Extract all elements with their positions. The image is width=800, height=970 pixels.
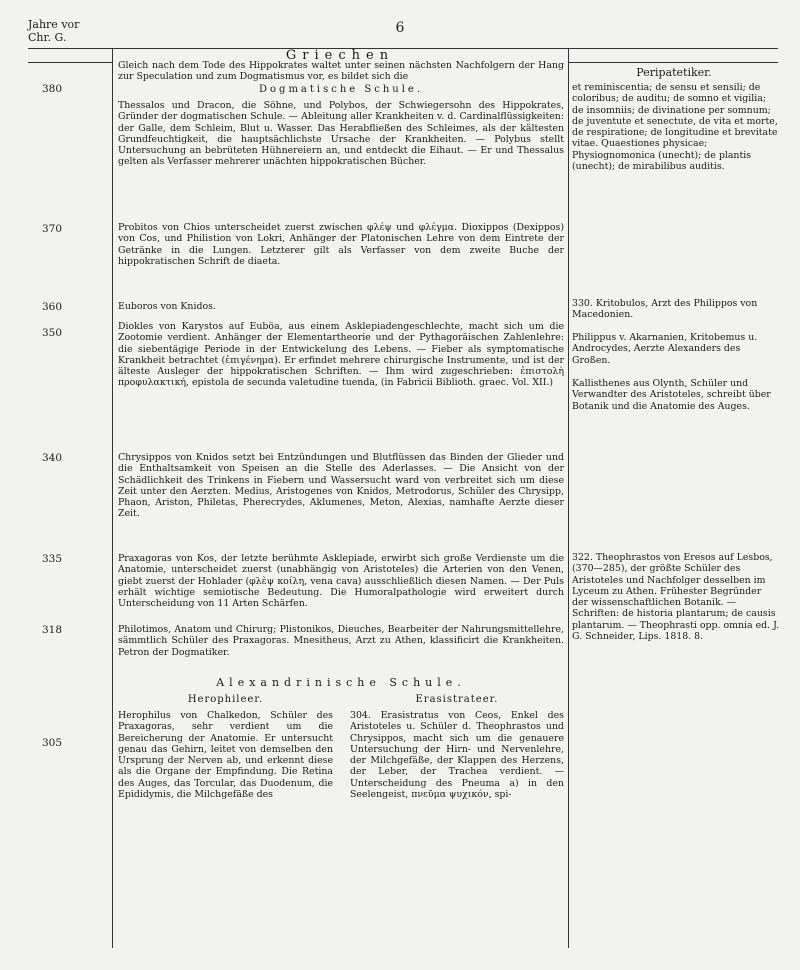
- herophileer-heading: Herophileer.: [187, 694, 264, 705]
- alexandrian-school-title: Alexandrinische Schule.: [216, 676, 466, 689]
- right-column-heading: Peripatetiker.: [636, 66, 712, 79]
- year-label: 370: [42, 223, 63, 235]
- year-label: 335: [42, 553, 63, 565]
- year-label: 360: [42, 301, 63, 313]
- entry-chrysippos: Chrysippos von Knidos setzt bei Entzündungen und Blutflüssen das Binden der Glieder und die Enthaltsamkeit von Speisen an die Stelle des Aderlasses. — Die Ansicht von der Schädlichkeit des Trinkens in Fiebern und Wassersucht ward von verbreitet sich um diese Zeit unter den Aerzten. Medius, Aristogenes von Knidos, Metrodorus, Schüler des Chrysipp, Phaon, Ariston, Philetas, Pherecrydes, Aklumenes, Meton, Alexias, namhafte Aerzte dieser Zeit.: [118, 452, 564, 520]
- year-header-rule: [28, 62, 113, 63]
- entry-probitos: Probitos von Chios unterscheidet zuerst zwischen φλέψ und φλέγμα. Dioxippos (Dexippos) von Cos, und Philistion von Lokri, Anhänger der Platonischen Lehre von dem Eintrete der Getränke in die Lungen. Letzterer gilt als Verfasser von dem zweite Buche der hippokratischen Schrift de diaeta.: [118, 222, 564, 267]
- year-label: 340: [42, 452, 63, 464]
- right-column-divider: [568, 48, 569, 948]
- year-label: 350: [42, 327, 63, 339]
- top-rule: [28, 48, 778, 49]
- entry-euboros: Euboros von Knidos.: [118, 301, 216, 312]
- year-header-line2: Chr. G.: [28, 31, 67, 44]
- entry-philotimos: Philotimos, Anatom und Chirurg; Plistonikos, Dieuches, Bearbeiter der Nahrungsmittellehre, sämmtlich Schüler des Praxagoras. Mnesitheus, Arzt zu Athen, klassificirt die Krankheiten. Petron der Dogmatiker.: [118, 624, 564, 658]
- entry-thessalos: Thessalos und Dracon, die Söhne, und Polybos, der Schwiegersohn des Hippokrates, Gründer der dogmatischen Schule. — Ableitung aller Krankheiten v. d. Cardinalflüssigkeiten: der Galle, dem Schleim, Blut u. Wasser. Das Herabfließen des Schleimes, als der kältesten Grundfeuchtigkeit, die hauptsächlichste Ursache der Krankheiten. — Polybus stellt Untersuchung an bebrüteten Hühnereiern an, und entdeckt die Eihaut. — Er und Thessalus gelten als Verfasser mehrerer unächten hippokratischen Bücher.: [118, 100, 564, 168]
- year-label: 318: [42, 624, 63, 636]
- intro-paragraph: Gleich nach dem Tode des Hippokrates waltet unter seinen nächsten Nachfolgern der Hang zur Speculation und zum Dogmatismus vor, es bildet sich die: [118, 60, 564, 83]
- entry-philippus: Philippus v. Akarnanien, Kritobemus u. Androcydes, Aerzte Alexanders des Großen.: [572, 332, 758, 366]
- peripatetic-works: et reminiscentia; de sensu et sensili; de coloribus; de auditu; de somno et vigilia; de insomniis; de divinatione per somnum; de juventute et senectute, de vita et morte, de respiratione; de longitudine et brevitate vitae. Quaestiones physicae; Physiognomonica (unecht); de plantis (unecht); de mirabilibus auditis.: [572, 82, 778, 173]
- erasistratus-text: 304. Erasistratus von Ceos, Enkel des Aristoteles u. Schüler d. Theophrastos und Chrysippos, macht sich um die genauere Untersuchung der Hirn- und Nervenlehre, der Milchgefäße, der Klappen des Herzens, der Leber, der Trachea verdient. — Unterscheidung des Pneuma a) in den Seelengeist, πνεῦμα ψυχικόν, spi-: [350, 710, 564, 801]
- entry-theophrastos: 322. Theophrastos von Eresos auf Lesbos, (370—285), der größte Schüler des Aristoteles und Nachfolger desselben im Lyceum zu Athen. Frühester Begründer der wissenschaftlichen Botanik. — Schriften: de historia plantarum; de causis plantarum. — Theophrasti opp. omnia ed. J. G. Schneider, Lips. 1818. 8.: [572, 552, 780, 643]
- dogmatic-school-title: Dogmatische Schule.: [259, 84, 423, 95]
- year-label: 305: [42, 737, 63, 749]
- entry-kritobulos: 330. Kritobulos, Arzt des Philippos von Macedonien.: [572, 298, 758, 321]
- erasistrateer-heading: Erasistrateer.: [415, 694, 499, 705]
- herophilus-text: Herophilus von Chalkedon, Schüler des Praxagoras, sehr verdient um die Bereicherung der Anatomie. Er untersucht genau das Gehirn, leitet von demselben den Ursprung der Nerven ab, und erkennt diese als die Organe der Empfindung. Die Retina des Auges, das Torcular, das Duodenum, die Epididymis, die Milchgefäße des: [118, 710, 333, 801]
- year-label: 380: [42, 83, 63, 95]
- section-header: Griechen: [285, 48, 395, 63]
- year-column-divider: [112, 48, 113, 948]
- entry-diokles: Diokles von Karystos auf Euböa, aus einem Asklepiadengeschlechte, macht sich um die Zootomie verdient. Anhänger der Elementartheorie und der Pythagoräischen Zahlenlehre: die siebentägige Periode in der Entwickelung des Lebens. — Fieber als symptomatische Krankheit betrachtet (ἐπιγένημα). Er erfindet mehrere chirurgische Instrumente, und ist der älteste Ausleger der hippokratischen Schriften. — Ihm wird zugeschrieben: ἐπιστολὴ προφυλακτική, epistola de secunda valetudine tuenda, (in Fabricii Biblioth. graec. Vol. XII.): [118, 321, 564, 389]
- page-number: 6: [395, 20, 405, 36]
- year-column-header: [28, 18, 79, 44]
- right-header-rule: [568, 62, 778, 63]
- year-header-line1: Jahre vor: [28, 18, 80, 31]
- entry-praxagoras: Praxagoras von Kos, der letzte berühmte Asklepiade, erwirbt sich große Verdienste um die Anatomie, unterscheidet zuerst (unabhängig von Aristoteles) die Arterien von den Venen, giebt zuerst der Hohlader (φλὲψ κοίλη, vena cava) ausschließlich diesen Namen. — Der Puls erhält wichtige semiotische Bedeutung. Die Humoralpathologie wird erweitert durch Unterscheidung von 11 Arten Schärfen.: [118, 553, 564, 610]
- entry-kallisthenes: Kallisthenes aus Olynth, Schüler und Verwandter des Aristoteles, schreibt über Botanik und die Anatomie des Auges.: [572, 378, 771, 412]
